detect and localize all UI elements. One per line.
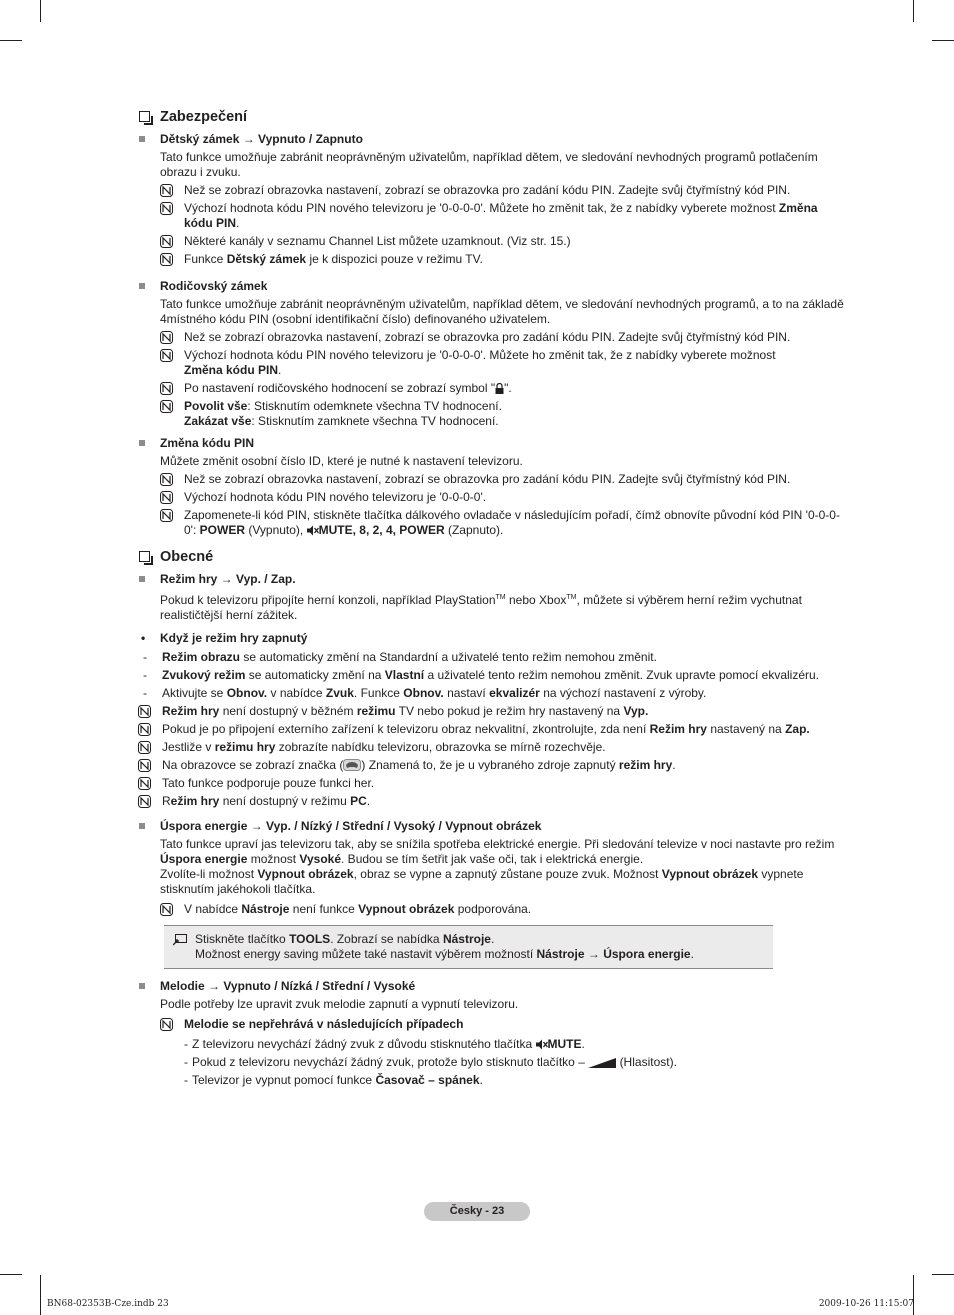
note: V nabídce Nástroje není funkce Vypnout obrázek podporována. [160,902,848,917]
checkbox-bullet-icon [139,111,150,122]
note: Než se zobrazí obrazovka nastavení, zobrazí se obrazovka pro zadání kódu PIN. Zadejte svůj čtyřmístný kód PIN. [160,183,848,198]
note: Výchozí hodnota kódu PIN nového televizoru je '0-0-0-0'. Můžete ho změnit tak, že z nabídky vyberete možnost Změna kódu PIN. [160,201,848,231]
item-description: Tato funkce upraví jas televizoru tak, aby se snížila spotřeba elektrické energie. Při sledování televize v noci nastavte pro režim Úspora energie možnost Vysoké. Budou se tím šetřit jak vaše oči, tak i elektrická energie. Zvolíte-li možnost Vypnout obrázek, obraz se vypne a zapnutý zůstane pouze zvuk. Možnost Vypnout obrázek vypnete stisknutím jakéhokoli tlačítka. [160,837,835,896]
square-bullet-icon [139,576,145,582]
note: Režim hry není dostupný v režimu PC. [138,794,848,809]
note-icon [160,184,173,197]
note: Po nastavení rodičovského hodnocení se zobrazí symbol " ". [160,381,848,396]
crop-mark [932,1274,954,1275]
note-icon [160,202,173,215]
note: Pokud je po připojení externího zařízení k televizoru obraz nekvalitní, zkontrolujte, zda není Režim hry nastavený na Zap. [138,722,848,737]
mute-icon [307,525,319,536]
note-icon [160,509,173,522]
item-description: Tato funkce umožňuje zabránit neoprávněným uživatelům, například dětem, ve sledování nevhodných programů, a to na základě 4místného kódu PIN (osobní identifikační číslo) definovaného uživatelem. [160,297,844,326]
crop-mark [40,0,41,22]
item-heading: Režim hry → Vyp. / Zap. [160,572,296,586]
dash-item: - Z televizoru nevychází žádný zvuk z důvodu stisknutého tlačítka MUTE. [184,1037,585,1051]
square-bullet-icon [139,440,145,446]
note-icon [160,473,173,486]
crop-mark [932,40,954,41]
item-melody [138,979,848,1088]
note: Režim hry není dostupný v běžném režimu TV nebo pokud je režim hry nastavený na Vyp. [138,704,848,719]
square-bullet-icon [139,136,145,142]
note: Než se zobrazí obrazovka nastavení, zobrazí se obrazovka pro zadání kódu PIN. Zadejte svůj čtyřmístný kód PIN. [160,330,848,345]
note: Některé kanály v seznamu Channel List můžete uzamknout. (Viz str. 15.) [160,234,848,249]
square-bullet-icon [139,823,145,829]
section-title-security: Zabezpečení [138,108,848,126]
item-description: Tato funkce umožňuje zabránit neoprávněným uživatelům, například dětem, ve sledování nevhodných programů potlačením obrazu i zvuku. [160,150,818,179]
note: Zapomenete-li kód PIN, stiskněte tlačítka dálkového ovladače v následujícím pořadí, čímž obnovíte původní kód PIN '0-0-0-0': POWER (Vypnuto), MUTE, 8, 2, 4, POWER (Zapnuto). [160,508,848,538]
mute-icon [536,1039,548,1050]
note-icon [138,759,151,772]
note: Tato funkce podporuje pouze funkci her. [138,776,848,791]
note-icon [160,400,173,413]
note-icon [160,491,173,504]
note: Na obrazovce se zobrazí značka ( ) Znamená to, že je u vybraného zdroje zapnutý režim hry. [138,758,848,773]
tools-icon [173,934,187,946]
note-icon [160,1018,173,1031]
note: Funkce Dětský zámek je k dispozici pouze v režimu TV. [160,252,848,267]
item-heading: Změna kódu PIN [160,436,255,450]
note: Povolit vše: Stisknutím odemknete všechna TV hodnocení. Zakázat vše: Stisknutím zamknete všechna TV hodnocení. [160,399,848,429]
manual-content [138,108,848,1088]
dash-item: - Zvukový režim se automaticky změní na Vlastní a uživatelé tento režim nemohou změnit. Zvuk upravte pomocí ekvalizéru. [143,668,820,682]
dash-item: - Režim obrazu se automaticky změní na Standardní a uživatelé tento režim nemohou změnit. [143,650,657,664]
item-parental-lock [138,279,848,429]
note: Melodie se nepřehrává v následujících případech [160,1017,848,1032]
item-heading: Úspora energie → Vyp. / Nízký / Střední / Vysoký / Vypnout obrázek [160,819,542,833]
lock-icon [495,383,504,394]
item-heading: Melodie → Vypnuto / Nízká / Střední / Vysoké [160,979,416,993]
tools-line-1: Stiskněte tlačítko TOOLS. Zobrazí se nabídka Nástroje. [195,932,495,946]
item-description: Můžete změnit osobní číslo ID, které je nutné k nastavení televizoru. [160,454,523,468]
note-icon [160,253,173,266]
tools-tip-box [164,925,773,969]
note: Jestliže v režimu hry zobrazíte nabídku televizoru, obrazovka se mírně rozechvěje. [138,740,848,755]
section-title-general: Obecné [138,548,848,566]
note-icon [160,382,173,395]
note-icon [160,903,173,916]
note-icon [160,235,173,248]
note-icon [138,705,151,718]
crop-mark [0,40,22,41]
crop-mark [40,1275,41,1315]
note-icon [138,741,151,754]
page-number-badge: Česky - 23 [424,1202,530,1221]
gamepad-icon [343,759,361,771]
item-game-mode [138,572,848,623]
note-icon [138,723,151,736]
note-icon [138,795,151,808]
note-icon [160,331,173,344]
dash-item: - Televizor je vypnut pomocí funkce Časovač – spánek. [184,1073,483,1087]
volume-icon [588,1058,616,1068]
game-mode-on-bullet: • Když je režim hry zapnutý [141,631,308,645]
item-heading: Rodičovský zámek [160,279,268,293]
crop-mark [0,1274,22,1275]
note: Výchozí hodnota kódu PIN nového televizoru je '0-0-0-0'. [160,490,848,505]
item-description: Podle potřeby lze upravit zvuk melodie zapnutí a vypnutí televizoru. [160,997,519,1011]
note-icon [138,777,151,790]
tools-line-2: Možnost energy saving můžete také nastavit výběrem možností Nástroje → Úspora energie. [195,947,694,961]
item-heading: Dětský zámek → Vypnuto / Zapnuto [160,132,363,146]
crop-mark [913,0,914,22]
note-icon [160,349,173,362]
item-child-lock [138,132,848,267]
footer-timestamp: 2009-10-26 11:15:07 [818,1299,914,1309]
dash-item: - Pokud z televizoru nevychází žádný zvuk, protože bylo stisknuto tlačítko – (Hlasitost). [184,1055,677,1069]
note: Než se zobrazí obrazovka nastavení, zobrazí se obrazovka pro zadání kódu PIN. Zadejte svůj čtyřmístný kód PIN. [160,472,848,487]
square-bullet-icon [139,283,145,289]
item-change-pin [138,436,848,538]
item-energy-saving [138,819,848,917]
note: Výchozí hodnota kódu PIN nového televizoru je '0-0-0-0'. Můžete ho změnit tak, že z nabídky vyberete možnost Změna kódu PIN. [160,348,848,378]
checkbox-bullet-icon [139,551,150,562]
item-description: Pokud k televizoru připojíte herní konzoli, například PlayStation™ nebo Xbox™, můžete si výběrem herní režim vychutnat realističtější herní zážitek. [160,593,802,622]
square-bullet-icon [139,983,145,989]
dash-item: - Aktivujte se Obnov. v nabídce Zvuk. Funkce Obnov. nastaví ekvalizér na výchozí nastavení z výroby. [143,686,707,700]
footer-file: BN68-02353B-Cze.indb 23 [47,1299,169,1309]
